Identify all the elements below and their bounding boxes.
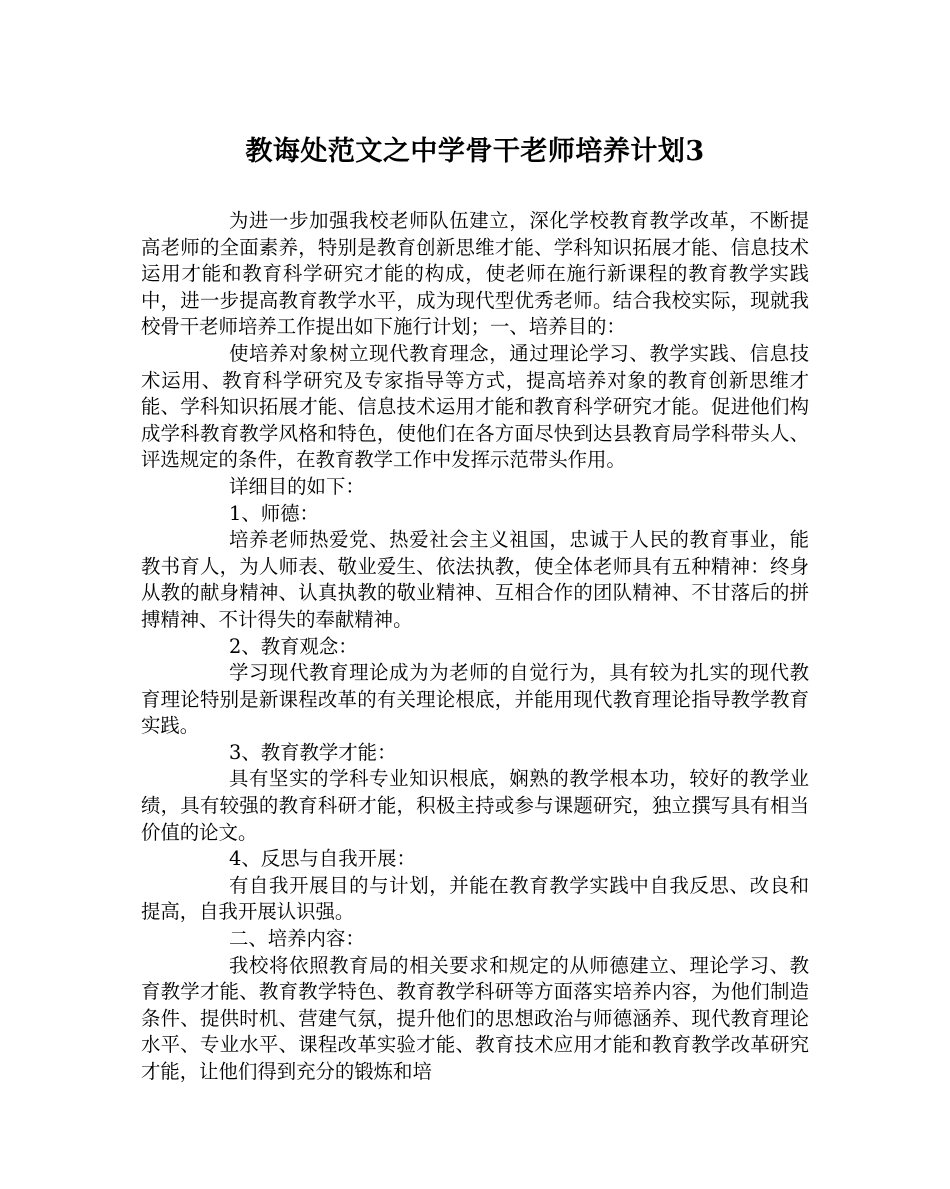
paragraph-reflection: 有自我开展目的与计划，并能在教育教学实践中自我反思、改良和提高，自我开展认识强。 [141,873,809,924]
paragraph-content: 我校将依照教育局的相关要求和规定的从师德建立、理论学习、教育教学才能、教育教学特色、教育教学科研等方面落实培养内容，为他们制造条件、提供时机、营建气氛，提升他们的思想政治与师德涵养、现代教育理论水平、专业水平、课程改革实验才能、教育技术应用才能和教育教学改革研究才能，让他们得到充分的锻炼和培 [141,953,809,1083]
document-title: 教诲处范文之中学骨干老师培养计划3 [245,136,705,167]
section-heading-ethics: 1、师德： [229,501,319,525]
section-heading-reflection: 4、反思与自我开展： [229,847,416,871]
paragraph-intro: 为进一步加强我校老师队伍建立，深化学校教育教学改革，不断提高老师的全面素养，特别是教育创新思维才能、学科知识拓展才能、信息技术运用才能和教育科学研究才能的构成，使老师在施行新课程的教育教学实践中，进一步提高教育教学水平，成为现代型优秀老师。结合我校实际，现就我校骨干老师培养工作提出如下施行计划；一、培养目的： [141,209,809,339]
paragraph-goal: 使培养对象树立现代教育理念，通过理论学习、教学实践、信息技术运用、教育科学研究及专家指导等方式，提高培养对象的教育创新思维才能、学科知识拓展才能、信息技术运用才能和教育科学研究才能。促进他们构成学科教育教学风格和特色，使他们在各方面尽快到达县教育局学科带头人、评选规定的条件，在教育教学工作中发挥示范带头作用。 [141,341,809,472]
section-heading-ability: 3、教育教学才能： [229,740,397,764]
paragraph-ability: 具有坚实的学科专业知识根底，娴熟的教学根本功，较好的教学业绩，具有较强的教育科研才能，积极主持或参与课题研究，独立撰写具有相当价值的论文。 [141,767,809,844]
paragraph-details-heading: 详细目的如下： [229,474,365,498]
document-body [141,208,809,1086]
paragraph-concept: 学习现代教育理论成为为老师的自觉行为，具有较为扎实的现代教育理论特别是新课程改革的有关理论根底，并能用现代教育理论指导教学教育实践。 [141,661,809,738]
section-heading-content: 二、培养内容： [229,927,365,951]
paragraph-ethics: 培养老师热爱党、热爱社会主义祖国，忠诚于人民的教育事业，能教书育人，为人师表、敬业爱生、依法执教，使全体老师具有五种精神：终身从教的献身精神、认真执教的敬业精神、互相合作的团队精神、不甘落后的拼搏精神、不计得失的奉献精神。 [141,528,809,631]
section-heading-concept: 2、教育观念： [229,634,358,658]
